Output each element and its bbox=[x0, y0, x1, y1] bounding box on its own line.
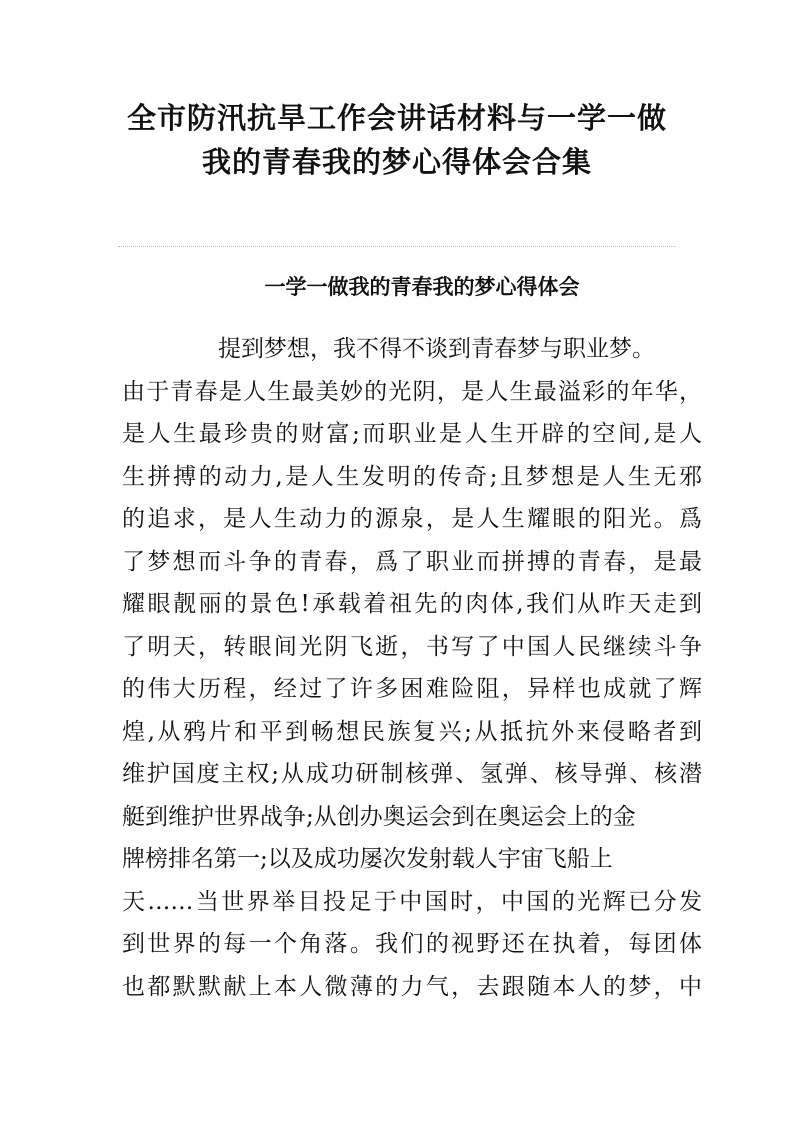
body-line: 了明天，转眼间光阴飞逝，书写了中国人民继续斗争 bbox=[122, 633, 702, 660]
body-line: 维护国度主权;从成功研制核弹、氢弹、核导弹、核潜 bbox=[122, 761, 702, 787]
body-line: 到世界的每一个角落。我们的视野还在执着，每团体 bbox=[122, 931, 702, 957]
body-line: 耀眼靓丽的景色!承载着祖先的肉体,我们从昨天走到 bbox=[122, 591, 702, 617]
dotted-separator bbox=[118, 246, 676, 247]
body-line: 由于青春是人生最美妙的光阴，是人生最溢彩的年华， bbox=[122, 378, 702, 405]
section-heading: 一学一做我的青春我的梦心得体会 bbox=[264, 274, 580, 299]
body-line: 也都默默献上本人微薄的力气，去跟随本人的梦，中 bbox=[122, 973, 702, 1000]
body-paragraph bbox=[122, 328, 702, 1008]
body-line: 牌榜排名第一;以及成功屡次发射载人宇宙飞船上 bbox=[122, 846, 613, 872]
body-line: 艇到维护世界战争;从创办奥运会到在奥运会上的金 bbox=[122, 803, 636, 830]
body-line: 是人生最珍贵的财富;而职业是人生开辟的空间,是人 bbox=[122, 421, 702, 447]
body-line: 了梦想而斗争的青春，爲了职业而拼搏的青春，是最 bbox=[122, 548, 702, 575]
body-line: 的追求，是人生动力的源泉，是人生耀眼的阳光。爲 bbox=[122, 506, 702, 532]
document-title-line-1: 全市防汛抗旱工作会讲话材料与一学一做 bbox=[126, 101, 667, 135]
document-title-line-2: 我的青春我的梦心得体会合集 bbox=[201, 145, 592, 179]
body-line: 天……当世界举目投足于中国时，中国的光辉已分发 bbox=[122, 888, 702, 915]
document-title bbox=[0, 96, 794, 184]
body-line: 生拼搏的动力,是人生发明的传奇;且梦想是人生无邪 bbox=[122, 463, 702, 490]
body-line: 提到梦想，我不得不谈到青春梦与职业梦。 bbox=[218, 336, 655, 362]
body-line: 的伟大历程，经过了许多困难险阻，异样也成就了辉 bbox=[122, 676, 702, 702]
body-line: 煌,从鸦片和平到畅想民族复兴;从抵抗外来侵略者到 bbox=[122, 718, 702, 745]
